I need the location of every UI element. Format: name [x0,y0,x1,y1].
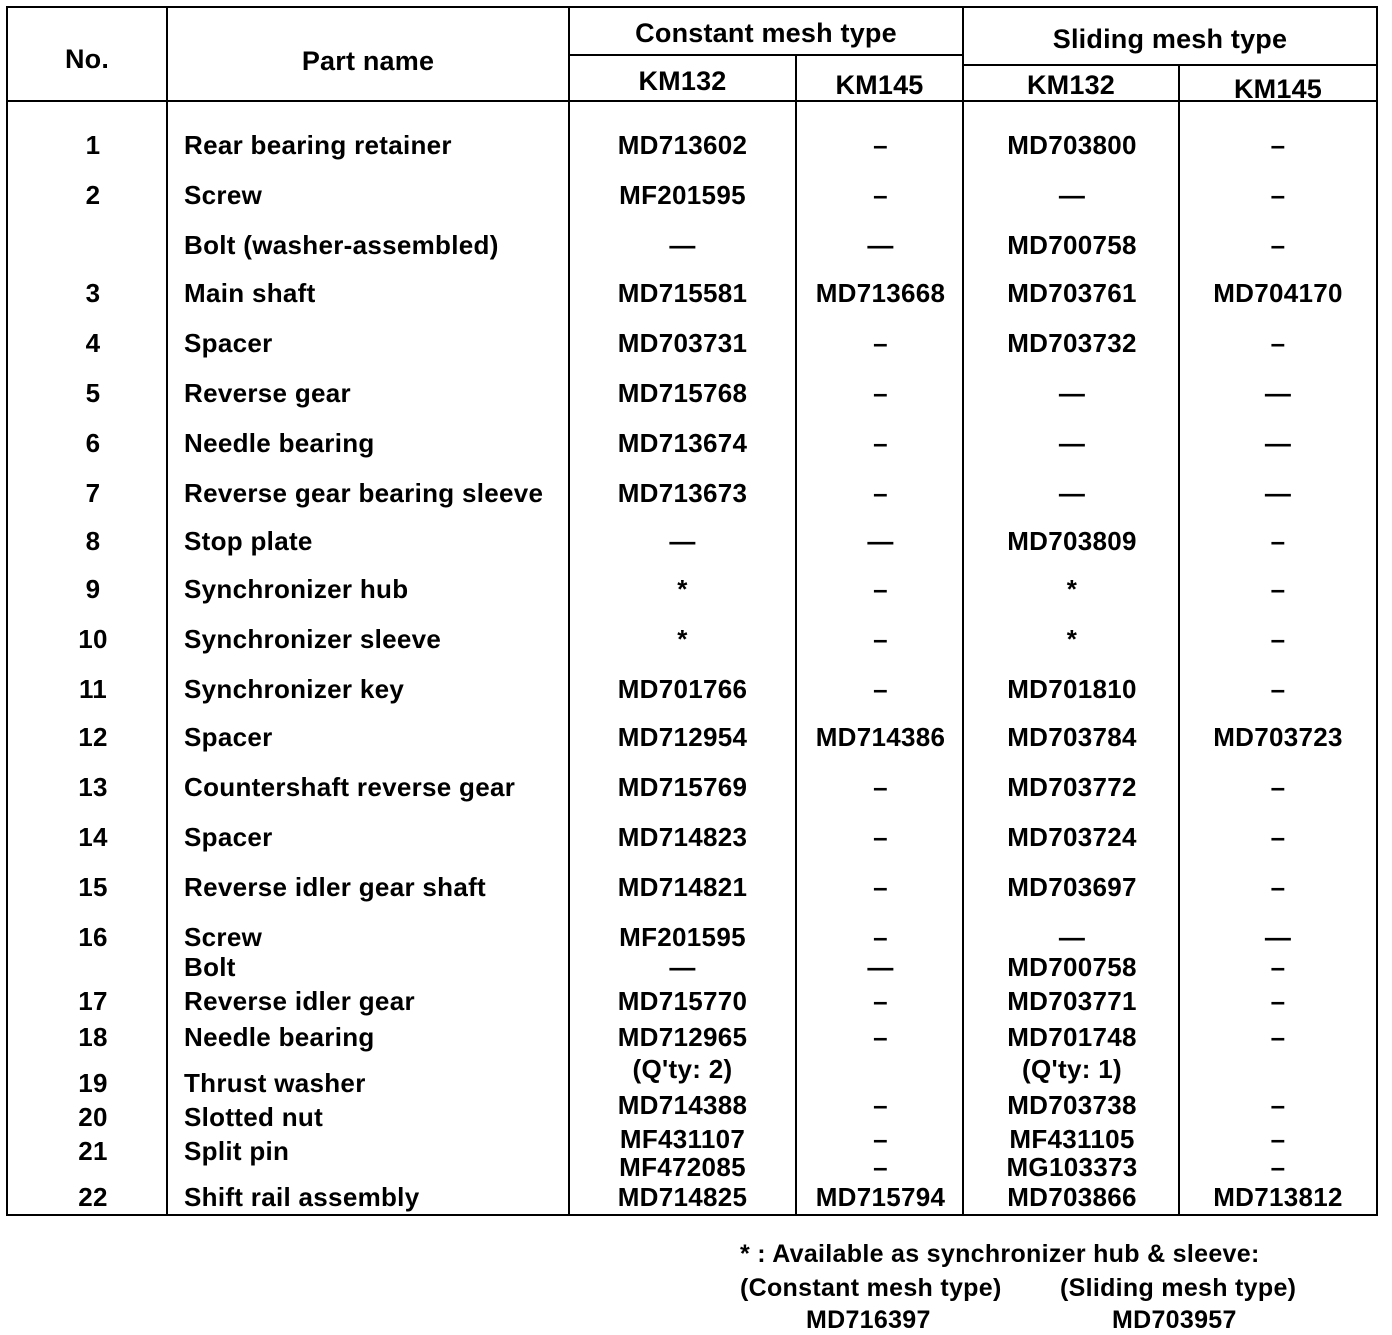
sliding-km132-part: * [1066,574,1078,604]
constant-km145-part: – [873,986,888,1016]
sliding-km132-part: — [1058,922,1086,952]
sliding-km132-part: MD703697 [1007,872,1137,902]
sliding-km132-part: MD703784 [1007,722,1137,752]
sliding-km132-part: MD703771 [1007,986,1137,1016]
sliding-km145-part: – [1270,1124,1286,1154]
row-number: 13 [78,772,108,802]
constant-km145-part: – [873,180,888,210]
constant-km132-part: MD713674 [617,428,748,458]
constant-km145-part: — [867,952,894,982]
constant-km132-part: * [677,624,688,654]
sliding-km132-part: MF431105 [1009,1124,1135,1154]
sliding-km132-part: MD703724 [1007,822,1137,852]
row-number: 20 [78,1102,108,1132]
part-name: Reverse idler gear [184,986,415,1016]
constant-km145-part: – [873,328,888,358]
constant-km145-part: – [873,130,888,160]
constant-km132-part: MD713673 [617,478,748,508]
footnote-sliding-part: MD703957 [1112,1306,1237,1334]
sliding-km132-part: MD700758 [1007,952,1137,982]
footnote-constant-label: (Constant mesh type) [740,1274,1002,1302]
header-constant-mesh: Constant mesh type [635,18,897,48]
sliding-km145-part: MD713812 [1213,1182,1343,1212]
footnote-line1: * : Available as synchronizer hub & sleeve: [740,1240,1260,1268]
sliding-km145-part: – [1270,872,1286,902]
header-part-name: Part name [301,46,435,76]
header-no: No. [64,44,110,74]
row-number: 17 [78,986,108,1016]
sliding-km132-part: * [1066,624,1078,654]
row-number: 12 [78,722,108,752]
part-name: Slotted nut [184,1102,324,1132]
row-number: 1 [85,130,101,160]
part-name: Spacer [184,328,273,358]
row-number: 8 [85,526,101,556]
header-sliding-mesh: Sliding mesh type [1052,24,1288,54]
sliding-km132-part: MD703732 [1007,328,1137,358]
constant-km145-part: – [873,1152,888,1182]
row-number: 3 [85,278,101,308]
part-name: Main shaft [184,278,316,308]
row-number: 18 [78,1022,108,1052]
row-number: 7 [85,478,101,508]
header-constant-km145: KM145 [835,70,924,100]
sliding-km145-part: – [1270,574,1286,604]
constant-km132-part: MD713602 [617,130,748,160]
sliding-km132-part: MD703800 [1007,130,1137,160]
row-number: 19 [78,1068,108,1098]
header-sliding-km145: KM145 [1233,74,1323,104]
sliding-km145-part: – [1270,180,1286,210]
sliding-km145-part: MD704170 [1213,278,1343,308]
constant-km132-part: MF472085 [619,1152,746,1182]
sliding-km145-part: — [1264,478,1292,508]
part-name: Reverse gear [184,378,351,408]
group2-underline [962,64,1376,66]
row-number: 16 [78,922,108,952]
constant-km132-part: (Q'ty: 2) [632,1054,733,1084]
sliding-km145-part: – [1270,230,1286,260]
part-name: Bolt [184,952,236,982]
row-number: 6 [85,428,101,458]
sliding-km145-part: – [1270,986,1286,1016]
constant-km132-part: MD703731 [617,328,748,358]
constant-km132-part: — [669,952,696,982]
constant-km145-part: — [867,526,894,556]
constant-km145-part: MD714386 [815,722,946,752]
footnote-constant-part: MD716397 [806,1306,931,1334]
sliding-km145-part: – [1270,328,1286,358]
row-number: 11 [78,674,108,704]
sliding-km145-part: – [1270,130,1286,160]
row-number: 15 [78,872,108,902]
row-number: 10 [78,624,108,654]
part-name: Spacer [184,822,273,852]
constant-km132-part: * [677,574,688,604]
header-sliding-km132: KM132 [1026,70,1116,100]
part-name: Countershaft reverse gear [184,772,516,802]
sliding-km145-part: – [1270,822,1286,852]
sliding-km145-part: – [1270,772,1286,802]
sliding-km132-part: MD701748 [1007,1022,1137,1052]
sliding-km132-part: — [1058,478,1086,508]
constant-km132-part: MF431107 [619,1124,746,1154]
constant-km132-part: MF201595 [619,922,746,952]
part-name: Spacer [184,722,273,752]
parts-table [6,6,1378,1216]
part-name: Thrust washer [184,1068,366,1098]
part-name: Needle bearing [184,1022,375,1052]
constant-km132-part: — [669,526,696,556]
constant-km132-part: MD715581 [617,278,748,308]
part-name: Rear bearing retainer [184,130,452,160]
part-name: Needle bearing [184,428,375,458]
sliding-km145-part: — [1264,378,1292,408]
constant-km145-part: – [873,772,888,802]
part-name: Screw [184,922,263,952]
row-number: 14 [78,822,108,852]
part-name: Reverse idler gear shaft [184,872,487,902]
constant-km145-part: – [873,574,888,604]
part-name: Synchronizer hub [184,574,409,604]
constant-km145-part: – [873,478,888,508]
constant-km145-part: – [873,822,888,852]
sliding-km132-part: — [1058,378,1086,408]
sliding-km132-part: MG103373 [1006,1152,1138,1182]
part-name: Reverse gear bearing sleeve [184,478,544,508]
sliding-km132-part: MD703738 [1007,1090,1137,1120]
constant-km145-part: – [873,378,888,408]
sliding-km145-part: – [1270,952,1286,982]
sliding-km145-part: – [1270,1090,1286,1120]
part-name: Synchronizer sleeve [184,624,442,654]
constant-km145-part: – [873,922,888,952]
sliding-km132-part: MD703761 [1007,278,1137,308]
constant-km132-part: MD715768 [617,378,748,408]
constant-km145-part: – [873,674,888,704]
sliding-km132-part: MD703809 [1007,526,1137,556]
sliding-km145-part: — [1264,922,1292,952]
sliding-km132-part: MD701810 [1007,674,1137,704]
row-number: 5 [85,378,101,408]
row-number: 4 [85,328,101,358]
constant-km132-part: MD714825 [617,1182,748,1212]
sliding-km132-part: MD703866 [1007,1182,1137,1212]
row-number: 2 [85,180,101,210]
constant-km132-part: — [669,230,696,260]
constant-km145-part: MD713668 [815,278,946,308]
part-name: Synchronizer key [184,674,405,704]
constant-km132-part: MD715769 [617,772,748,802]
header-constant-km132: KM132 [638,66,727,96]
constant-km145-part: – [873,1124,888,1154]
footnote-sliding-label: (Sliding mesh type) [1060,1274,1297,1302]
constant-km145-part: – [873,1090,888,1120]
sliding-km132-part: — [1058,428,1086,458]
constant-km145-part: – [873,872,888,902]
constant-km145-part: – [873,624,888,654]
group1-underline [568,54,964,56]
constant-km132-part: MD701766 [617,674,748,704]
constant-km132-part: MD714388 [617,1090,748,1120]
constant-km132-part: MD712954 [617,722,748,752]
sliding-km132-part: MD703772 [1007,772,1137,802]
sliding-km132-part: — [1058,180,1086,210]
constant-km145-part: – [873,428,888,458]
part-name: Split pin [184,1136,290,1166]
part-name: Shift rail assembly [184,1182,420,1212]
sliding-km145-part: – [1270,526,1286,556]
sliding-km145-part: — [1264,428,1292,458]
constant-km132-part: MD715770 [617,986,748,1016]
sliding-km132-part: MD700758 [1007,230,1137,260]
constant-km132-part: MD714821 [617,872,748,902]
sliding-km145-part: – [1270,624,1286,654]
row-number: 21 [78,1136,108,1166]
row-number: 22 [78,1182,108,1212]
constant-km132-part: MF201595 [619,180,746,210]
sliding-km145-part: – [1270,674,1286,704]
constant-km132-part: MD712965 [617,1022,748,1052]
constant-km145-part: — [867,230,894,260]
constant-km145-part: – [873,1022,888,1052]
row-number: 9 [85,574,101,604]
sliding-km145-part: MD703723 [1213,722,1343,752]
part-name: Bolt (washer-assembled) [184,230,499,260]
sliding-km132-part: (Q'ty: 1) [1022,1054,1122,1084]
sliding-km145-part: – [1270,1152,1286,1182]
constant-km145-part: MD715794 [815,1182,946,1212]
part-name: Stop plate [184,526,313,556]
sliding-km145-part: – [1270,1022,1286,1052]
constant-km132-part: MD714823 [617,822,748,852]
part-name: Screw [184,180,263,210]
